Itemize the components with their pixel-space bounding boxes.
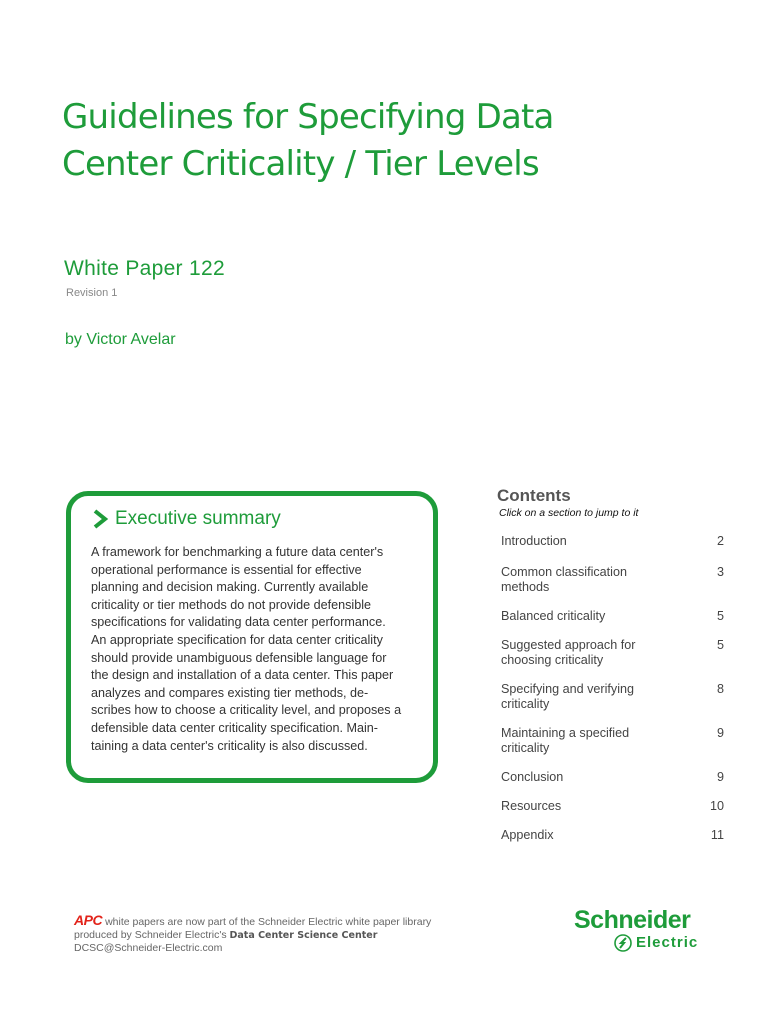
toc-item-maintaining[interactable]	[501, 726, 724, 756]
toc-page-number: 11	[710, 828, 724, 842]
executive-summary-heading: Executive summary	[115, 508, 281, 529]
toc-label-line: Specifying and verifying	[501, 682, 635, 696]
contents-title: Contents	[497, 486, 571, 505]
author-line: by Victor Avelar	[65, 331, 176, 348]
toc-label	[501, 770, 563, 785]
toc-label	[501, 799, 561, 814]
toc-label-line: criticality	[501, 697, 550, 711]
footer-email[interactable]: DCSC@Schneider-Electric.com	[74, 942, 223, 955]
executive-summary-header	[91, 508, 281, 530]
toc-label-line: Conclusion	[501, 770, 564, 784]
toc-label	[501, 828, 554, 843]
toc-page-number: 5	[716, 609, 724, 623]
contents-subtitle: Click on a section to jump to it	[499, 507, 639, 519]
toc-page-number: 3	[716, 565, 724, 579]
summary-line: specifications for validating data center performance.	[91, 615, 386, 630]
title-line-2: Center Criticality / Tier Levels	[62, 144, 539, 184]
footer-text-2: produced by Schneider Electric's	[74, 928, 230, 941]
summary-line: planning and decision making. Currently available	[91, 580, 369, 595]
toc-item-appendix[interactable]	[501, 828, 724, 843]
apc-logo: APC	[74, 912, 103, 928]
toc-label	[501, 682, 634, 712]
toc-item-introduction[interactable]	[501, 534, 724, 549]
toc-item-suggested-approach[interactable]	[501, 638, 724, 668]
toc-label	[501, 565, 627, 595]
toc-label-line: Suggested approach for	[501, 638, 636, 652]
toc-label-line: Introduction	[501, 534, 567, 548]
dcsc-name: Data Center Science Center	[229, 929, 378, 941]
summary-line: operational performance is essential for effective	[91, 562, 362, 577]
toc-label-line: Common classification	[501, 565, 627, 579]
toc-page-number: 9	[716, 770, 724, 784]
toc-page-number: 5	[716, 638, 724, 652]
toc-item-classification-methods[interactable]	[501, 565, 724, 595]
summary-line: analyzes and compares existing tier methods, de-	[91, 685, 369, 700]
schneider-electric-logo	[574, 906, 716, 954]
toc-label-line: Resources	[501, 799, 562, 813]
toc-item-resources[interactable]	[501, 799, 724, 814]
toc-label	[501, 609, 605, 624]
summary-line: the design and installation of a data center. This paper	[91, 668, 394, 683]
toc-label-line: methods	[501, 580, 550, 594]
summary-line: taining a data center's criticality is also discussed.	[91, 738, 368, 753]
toc-page-number: 2	[716, 534, 724, 548]
toc-label-line: Maintaining a specified	[501, 726, 630, 740]
toc-label	[501, 726, 629, 756]
summary-line: An appropriate specification for data center criticality	[91, 632, 383, 647]
toc-page-number: 9	[716, 726, 724, 740]
executive-summary-box	[66, 491, 438, 783]
toc-page-number: 8	[716, 682, 724, 696]
electric-wordmark: Electric	[636, 934, 699, 951]
summary-line: defensible data center criticality specification. Main-	[91, 720, 378, 735]
toc-item-specifying-verifying[interactable]	[501, 682, 724, 712]
toc-label-line: criticality	[501, 741, 550, 755]
toc-item-conclusion[interactable]	[501, 770, 724, 785]
footer-text-1: white papers are now part of the Schneider Electric white paper library	[105, 916, 432, 928]
document-title	[62, 94, 702, 188]
summary-line: scribes how to choose a criticality level, and proposes a	[91, 703, 402, 718]
toc-label	[501, 638, 635, 668]
toc-label	[501, 534, 567, 549]
footer-text	[74, 914, 431, 955]
footer-line-2	[74, 929, 431, 943]
revision-label: Revision 1	[66, 287, 118, 299]
toc-page-number: 10	[709, 799, 724, 813]
chevron-right-icon	[91, 509, 109, 529]
toc-label-line: Appendix	[501, 828, 554, 842]
summary-line: should provide unambiguous defensible language for	[91, 650, 387, 665]
toc-item-balanced-criticality[interactable]	[501, 609, 724, 624]
toc-label-line: Balanced criticality	[501, 609, 606, 623]
schneider-wordmark: Schneider	[574, 906, 691, 934]
summary-line: A framework for benchmarking a future data center's	[91, 545, 384, 559]
white-paper-number: White Paper 122	[64, 257, 225, 280]
toc-label-line: choosing criticality	[501, 653, 604, 667]
schneider-symbol-icon	[614, 934, 632, 952]
title-line-1: Guidelines for Specifying Data	[62, 97, 554, 137]
summary-line: criticality or tier methods do not provide defensible	[91, 597, 372, 612]
footer-line-1	[74, 914, 431, 929]
executive-summary-text	[91, 544, 417, 755]
